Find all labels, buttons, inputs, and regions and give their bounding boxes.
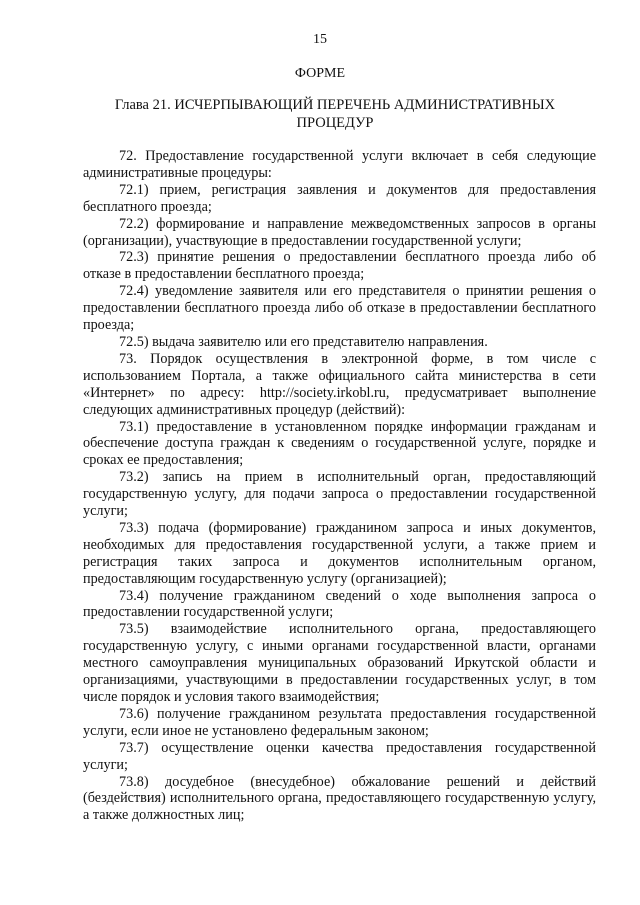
- chapter-title: Глава 21. ИСЧЕРПЫВАЮЩИЙ ПЕРЕЧЕНЬ АДМИНИСТРАТИВНЫХ ПРОЦЕДУР: [114, 97, 556, 131]
- paragraph-73: 73. Порядок осуществления в электронной форме, в том числе с использованием Портала, а также официального сайта министерства в сети «Интернет» по адресу: http://society.irkobl.ru, предусматривает выполнение следующих административных процедур (действий):: [83, 350, 596, 418]
- paragraph-72-4: 72.4) уведомление заявителя или его представителя о принятии решения о предоставлении бесплатного проезда либо об отказе в предоставлении бесплатного проезда;: [83, 283, 596, 334]
- body-text: [83, 148, 596, 824]
- paragraph-72-2: 72.2) формирование и направление межведомственных запросов в органы (организации), участвующие в предоставлении государственной услуги;: [83, 215, 596, 249]
- paragraph-73-3: 73.3) подача (формирование) гражданином запроса и иных документов, необходимых для предоставления государственной услуги, а также прием и регистрация таких запроса и документов исполнительным органом, предоставляющим государственную услугу (организацией);: [83, 519, 596, 587]
- paragraph-72-1: 72.1) прием, регистрация заявления и документов для предоставления бесплатного проезда;: [83, 181, 596, 215]
- paragraph-73-2: 73.2) запись на прием в исполнительный орган, предоставляющий государственную услугу, для подачи запроса о предоставлении государственной услуги;: [83, 469, 596, 520]
- paragraph-73-5: 73.5) взаимодействие исполнительного органа, предоставляющего государственную услугу, с иными органами государственной власти, органами местного самоуправления муниципальных образований Иркутской области и организациями, участвующими в предоставлении государственных услуг, в том числе порядок и условия такого взаимодействия;: [83, 621, 596, 705]
- paragraph-72-5: 72.5) выдача заявителю или его представителю направления.: [119, 333, 488, 350]
- paragraph-73-7: 73.7) осуществление оценки качества предоставления государственной услуги;: [83, 739, 596, 773]
- paragraph-73-6: 73.6) получение гражданином результата предоставления государственной услуги, если иное не установлено федеральным законом;: [83, 705, 596, 739]
- top-word: ФОРМЕ: [294, 66, 346, 81]
- paragraph-72-3: 72.3) принятие решения о предоставлении бесплатного проезда либо об отказе в предоставлении бесплатного проезда;: [83, 249, 596, 283]
- paragraph-73-8: 73.8) досудебное (внесудебное) обжалование решений и действий (бездействия) исполнительного органа, предоставляющего государственную услугу, а также должностных лиц;: [83, 773, 596, 824]
- paragraph-73-4: 73.4) получение гражданином сведений о ходе выполнения запроса о предоставлении государственной услуги;: [83, 587, 596, 621]
- paragraph-73-1: 73.1) предоставление в установленном порядке информации гражданам и обеспечение доступа граждан к сведениям о государственной услуге, порядке и сроках ее предоставления;: [83, 418, 596, 469]
- paragraph-72: 72. Предоставление государственной услуги включает в себя следующие административные процедуры:: [83, 148, 596, 181]
- page-number: 15: [313, 32, 327, 47]
